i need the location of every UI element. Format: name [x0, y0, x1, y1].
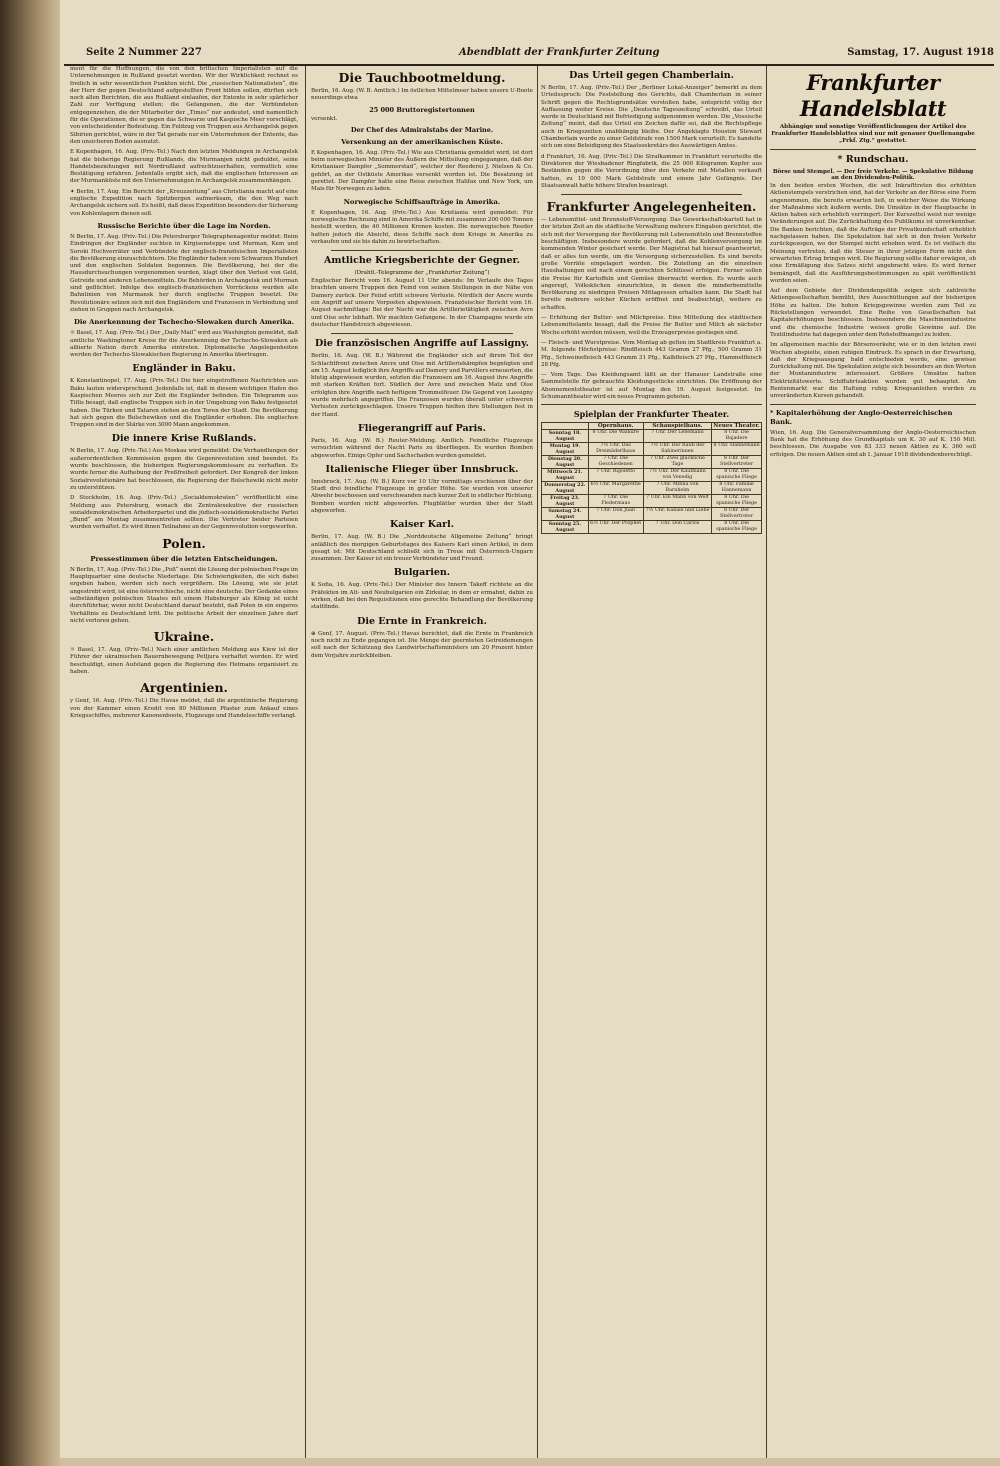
article-text: E Kopenhagen, 16. Aug. (Priv.-Tel.) Aus Kristiania wird gemeldet: Für norwegische Rechnung sind in Amerika Schiffe mit zusammen 200 000 Tonnen bestellt worden, die 40 Millionen Kronen kosten. Die norwegischen Reeder hatten jedoch die Absicht, diese Schiffe nach dem Kriege in Amerika zu verkaufen und sie bis dahin zu bewirtschaften.	[311, 209, 533, 245]
section-heading: Italienische Flieger über Innsbruck.	[325, 463, 519, 475]
article-text: Wien, 16. Aug. Die Generalversammlung der Anglo-Oesterreichischen Bank hat die Erhöhung des Grundkapitals um K. 30 auf K. 150 Mill. beschlossen. Die Ausgabe von 83 333 neuen Aktien zu K. 360 soll erfolgen. Die neuen Aktien sind ab 1. Januar 1918 dividendenberechtigt.	[770, 429, 976, 458]
article-text: y Genf, 16. Aug. (Priv.-Tel.) Die Havas meldet, daß die argentinische Regierung von der Kammer einen Kredit von 80 Millionen Pfaster zum Ankauf eines Kriegsschiffes, mehrerer Kanonenboote, Flugzeuge und Handelsschiffe verlangt.	[70, 698, 298, 719]
column-rule	[537, 66, 538, 1458]
article-text: N Berlin, 17. Aug. (Priv.-Tel.) Die „Poß“ nennt die Lösung der polnischen Frage im Hauptquartier eine deutsche Niederlage. Die Schwierigkeiten, die sich dabei ergeben haben, werden sich noch vergrößern. Die Lösung, wie sie jetzt angestrebt wird, ist eine österreichische, nicht eine deutsche. Der Gedanke eines selbständigen polnischen Staates mit einem Habsburger als König ist nicht durchführbar, wenn nicht Deutschland darauf besteht, daß Polen in ein engeres Verhältnis zu Deutschland tritt. Die politische Arbeit der einzelnen Jahre darf nicht verloren gehen.	[70, 566, 298, 624]
article-text: versenkt.	[311, 115, 338, 122]
table-row	[542, 469, 762, 482]
table-row	[542, 430, 762, 443]
tonnage-figure: 25 000 Bruttoregistertonnen	[369, 105, 475, 114]
section-heading: Argentinien.	[140, 680, 228, 696]
article-text: K Sofia, 16. Aug. (Priv.-Tel.) Der Minister des Innern Takeff richtete an die Präfekten im Alt- und Neubulgarien ein Zirkular, in dem er ermahnt, dahin zu wirken, daß bei den Requisitionen eine gerechte Behandlung der Bevölkerung stattfinde.	[311, 582, 533, 611]
table-row	[542, 443, 762, 456]
table-row	[542, 521, 762, 534]
divider	[561, 194, 742, 195]
section-heading: Amtliche Kriegsberichte der Gegner.	[324, 255, 520, 267]
article-text: Berlin, 16. Aug. (W. B. Amtlich.) Im östlichen Mittelmeer haben unsere U-Boote neuerdings etwa	[311, 88, 533, 102]
divider	[541, 404, 762, 405]
sub-heading: Pressestimmen über die letzten Entscheidungen.	[90, 554, 278, 563]
section-heading: * Rundschau.	[837, 154, 909, 165]
section-heading: Spielplan der Frankfurter Theater.	[573, 409, 730, 420]
table-cell: Montag 19. August	[542, 443, 589, 456]
table-row	[542, 495, 762, 508]
table-cell: Sonntag 18. August	[542, 430, 589, 443]
table-cell: 7 Uhr. Die Geschiedenen	[588, 456, 643, 469]
article-text: Innsbruck, 17. Aug. (W. B.) Kurz vor 10 Uhr vormittags erschienen über der Stadt drei feindliche Flugzeuge in großer Höhe. Sie wurden von unserer Abwehr beschossen und verschwanden nach kurzer Zeit in südlicher Richtung. Bomben wurden nicht abgeworfen. Flugblätter wurden über der Stadt abgeworfen.	[311, 478, 533, 514]
article-text: E Kopenhagen, 16. Aug. (Priv.-Tel.) Nach den letzten Meldungen in Archangelsk hat die bisherige Regierung Rußlands, die Murmanjen nicht geduldet, seine Handelsbeziehungen mit Nordrußland aufrechtzuerhalten, vermutlich eine Bestätigung erfahren. Jedenfalls ergibt sich, daß die englischen Interessen an der Murmanküste mit den Unternehmungen in Archangelsk zusammenhängen.	[70, 149, 298, 185]
article-text: Englischer Bericht vom 16. August 11 Uhr abends: Im Verlaufe des Tages brachten unsere Truppen den Feind von seinen Stellungen in der Nähe von Damery zurück. Der Feind erlitt schwere Verluste. Nördlich der Ancre wurde ein Angriff auf unsere Vorposten abgewiesen. Französischer Bericht vom 16. August nachmittags: Bei der Nacht war die Artillerietätigkeit zwischen Avre und Oise sehr lebhaft. Wir machten Gefangene. In der Champagne wurde ein deutscher Handstreich abgewiesen.	[311, 278, 533, 328]
theater-schedule-table	[541, 422, 762, 534]
article-text: Berlin, 16. Aug. (W. B.) Während die Engländer sich auf ihrem Teil der Schlachtfront zwischen Ancre und Oise mit Artilleriekämpfen begnügten und am 15. August lediglich ihre Angriffe auf Damery und Parvillers erneuerten, die blutig abgewiesen wurden, setzten die Franzosen am 16. August ihre Angriffe mit starken Kräften fort. Südlich der Avre und zwischen Matz und Oise erfolgten ihre Angriffe nach heftigem Trommelfeuer. Die Gegend von Lassigny wurde mehrfach angegriffen. Die Franzosen wurden überall unter schweren Verlusten zurückgeschlagen. Unsere Truppen hielten ihre Stellungen fest in der Hand.	[311, 353, 533, 418]
table-cell: 7 Uhr. Zwei glückliche Tage	[643, 456, 712, 469]
page-number: Seite 2 Nummer 227	[86, 47, 202, 58]
section-heading: Die Anerkennung der Tschecho-Slowaken durch Amerika.	[73, 318, 295, 327]
section-heading: Versenkung an der amerikanischen Küste.	[341, 137, 503, 146]
column-1	[70, 66, 298, 1458]
article-text: N Berlin, 17. Aug. (Priv.-Tel.) Die Petersburger Telegraphenagentur meldet: Beim Eindringen der Engländer suchten in Kirgisensteppe und Murman, Kem und Soroki Hochverräter und Verbündete der englisch-französischen Imperialisten die Bevölkerung einzuschüchtern. Die Engländer haben vom Schwarzen Hundert und den englischen Soldaten begonnen. Die Bevölkerung, bei der die Hausdurchsuchungen vorgenommen wurden, klagt über den Verlust von Geld, Getreide und anderen Lebensmitteln. Die Behörden in Archangelsk und Murman sind geflüchtet. Infolge des englisch-französischen Vorrückens wurden alle Bahnlinien von Murmansk her durch englische Truppen besetzt. Die Revolutionäre setzen sich mit den Engländern und Franzosen in Verbindung und ziehen in Gruppen nach Archangelsk.	[70, 233, 298, 313]
table-row	[542, 508, 762, 521]
table-header-cell: Opernhaus.	[588, 423, 643, 430]
article-text: ⊕ Genf, 17. August. (Priv.-Tel.) Havas berichtet, daß die Ernte in Frankreich noch nicht zu Ende gegangen ist. Die Menge der geernteten Getreidemengen soll nach der Schätzung des Landwirtschaftsministers um 20 Prozent hinter dem Vorjahre zurückbleiben.	[311, 630, 533, 659]
article-text: N Berlin, 17. Aug. (Priv.-Tel.) Aus Moskau wird gemeldet: Die Verhandlungen der außerordentlichen Kommission gegen die Gegenrevolution sind beendet. Es wurde beschlossen, die bisherigen Regierungskommissare zu verhaften. Es wurde ferner die Aufhebung der Preßfreiheit gefordert. Der Kongreß der linken Sozialrevolutionäre hat beschlossen, die Regierung der Bolschewiki nicht mehr zu unterstützen.	[70, 448, 298, 491]
table-cell: 7½ Uhr. Das Dreimäderlhaus	[588, 443, 643, 456]
table-cell: Mittwoch 21. August	[542, 469, 589, 482]
column-2	[311, 66, 533, 1458]
table-cell: 7 Uhr. Minna von Barnhelm	[643, 482, 712, 495]
article-text: — Lebensmittel- und Brennstoff-Versorgung. Das Gewerkschaftskartell hat in der letzten Zeit an die städtische Verwaltung mehrere Eingaben gerichtet, die sich mit der Versorgung der Bevölkerung mit Lebensmitteln und Brennstoffen beschäftigen. Insbesondere wurde gefordert, daß die Kohlenversorgung im kommenden Winter gesichert werde. Der Magistrat hat hierauf geantwortet, daß er alles tun werde, um die Versorgung sicherzustellen. Es sind bereits große Vorräte eingelagert worden. Die Zuteilung an die einzelnen Haushaltungen soll nach einem gerechten Schlüssel erfolgen. Ferner sollen die Preise für Kartoffeln und Gemüse überwacht werden. Es wurde auch angeregt, Volksküchen einzurichten, in denen die minderbemittelte Bevölkerung zu niedrigen Preisen Mittagessen erhalten kann. Die Stadt hat bereits mehrere solcher Küchen eröffnet und beabsichtigt, weitere zu schaffen.	[541, 217, 762, 311]
article-text: Im allgemeinen machte der Börsenverkehr, wie er in den letzten zwei Wochen abspielte, einen ruhigen Eindruck. Es sprach in der Erwartung, daß der Kriegsausgang bald entschieden werde, eine gewisse Zurückhaltung mit. Die Spekulation zeigte sich besonders an den Werten der Montanindustrie interessiert. Größere Umsätze hatten Elektrizitätswerte. Schiffahrtsaktien wurden gut behauptet. Am Rentenmarkt war die Haltung ruhig. Kriegsanleihen wurden zu unveränderten Kursen gehandelt.	[770, 342, 976, 400]
article-text: Berlin, 17. Aug. (W. B.) Die „Norddeutsche Allgemeine Zeitung“ bringt anläßlich des morgigen Geburtstages des Kaisers Karl einen Artikel, in dem gesagt ist: Mit Deutschland schließt sich in Treue mit Österreich-Ungarn zusammen. Der Kaiser ist ein treuer Verbündeter und Freund.	[311, 534, 533, 563]
article-text: Paris, 16. Aug. (W. B.) Reuter-Meldung. Amtlich. Feindliche Flugzeuge versuchten während der Nacht Paris zu überfliegen. Es wurden Bomben abgeworfen. Einige Opfer und Sachschaden wurden gemeldet.	[311, 437, 533, 459]
table-cell: 6½ Uhr. Margarethe	[588, 482, 643, 495]
table-body	[542, 430, 762, 534]
section-heading: Die Ernte in Frankreich.	[357, 615, 487, 627]
table-cell: 7 Uhr. Die Fledermaus	[588, 495, 643, 508]
page-header	[64, 44, 994, 66]
section-heading: Die französischen Angriffe auf Lassigny.	[315, 338, 529, 350]
column-rule	[766, 66, 767, 1458]
sub-heading: (Drahtl.-Telegramme der „Frankfurter Zeitung“)	[354, 270, 490, 277]
section-heading: Das Urteil gegen Chamberlain.	[569, 70, 734, 81]
table-cell: 7½ Uhr. Der Raub der Sabinerinnen	[643, 443, 712, 456]
section-heading: Ukraine.	[153, 629, 215, 645]
table-cell: 8 Uhr. Die spanische Fliege	[712, 469, 762, 482]
newspaper-title: Abendblatt der Frankfurter Zeitung	[459, 47, 660, 58]
table-cell: 7½ Uhr. Der Kaufmann von Venedig	[643, 469, 712, 482]
section-heading: Die innere Krise Rußlands.	[111, 433, 257, 445]
article-text: — Erhöhung der Butter- und Milchpreise. Eine Mitteilung des städtischen Lebensmittelamts besagt, daß die Preise für Butter und Milch ab nächster Woche erhöht werden müssen, weil die Erzeugerpreise gestiegen sind.	[541, 315, 762, 336]
section-heading: Fliegerangriff auf Paris.	[358, 422, 486, 434]
table-header-cell: Schauspielhaus.	[643, 423, 712, 430]
section-heading: Die Tauchbootmeldung.	[338, 70, 506, 85]
table-cell: 7 Uhr. Ein Mann von Welt	[643, 495, 712, 508]
table-cell: Donnerstag 22. August	[542, 482, 589, 495]
article-text: d Frankfurt, 16. Aug. (Priv.-Tel.) Die Strafkammer in Frankfurt verurteilte die Direktoren der Wiesbadener Ringfabrik, die 25 000 Kilogramm Kupfer aus Beständen gegen die Verordnung über den Verkehr mit Metallen verkauft hatten, zu 10 000 Mark Geldstrafe und einem Jahr Gefängnis. Der Staatsanwalt hatte höhere Strafen beantragt.	[541, 153, 762, 189]
column-4	[770, 66, 976, 1458]
table-cell: Freitag 23. August	[542, 495, 589, 508]
section-heading: Russische Berichte über die Lage im Norden.	[97, 221, 271, 230]
article-text: ment für die Hoffnungen, die von den britischen Imperialisten auf die Unternehmungen in Rußland gesetzt werden. Wir der Wirklichkeit rechnet es freilich in sehr wesentlichen Punkten nicht. Die „russischen Nationalisten“, die der Herr der gegen Deutschland aufgestellten Front bilden sollen, dürften sich noch allen Berichten, die aus Rußland einlaufen, der Entente in sehr spärlicher Zahl zur Verfügung stellen; die Gefangenen, die der Verbündeten entgegenziehen, die der Mitarbeiter der „Times“ nur andeutet, sind namentlich für die Operationen, die er gegen das Schwarze und Kaspische Meer vorschlägt, von entscheidender Bedeutung. Ein Feldzug von Truppen aus Archangelsk gegen Sibirien gerichtet, wäre in der Tat gerade nur ein Unternehmen der Entente, das den unsicheren Boden ausnutzt.	[70, 66, 298, 145]
table-cell: Dienstag 20. August	[542, 456, 589, 469]
book-binding	[0, 0, 60, 1466]
table-cell: 7½ Uhr. Kabale und Liebe	[643, 508, 712, 521]
section-heading: Engländer in Baku.	[132, 363, 236, 375]
divider	[770, 404, 976, 405]
table-cell: Samstag 24. August	[542, 508, 589, 521]
section-heading: Bulgarien.	[393, 567, 451, 579]
article-text: — Fleisch- und Wurstpreise. Vom Montag ab gelten im Stadtkreis Frankfurt a. M. folgende Höchstpreise: Rindfleisch 443 Gramm 27 Pfg., 500 Gramm 31 Pfg., Schweinefleisch 443 Gramm 31 Pfg., Kalbfleisch 27 Pfg., Hammelfleisch 28 Pfg.	[541, 339, 762, 368]
section-heading: Kaiser Karl.	[389, 519, 455, 531]
sub-heading: Börse und Stempel. — Der freie Verkehr. — Spekulative Bildung an den Dividenden-Politik.	[772, 169, 974, 181]
table-cell: 8 Uhr. Die Walküre	[588, 430, 643, 443]
article-text: In den beiden ersten Wochen, die seit Inkrafttreten des erhöhten Aktienstempels verstrichen sind, hat der Verkehr an der Börse eine Form angenommen, die bereits erwarten ließ, in welcher Weise die Wirkung der Maßnahme sich äußern werde. Die Umsätze in der Hauptsache in Aktien haben sich erheblich verringert. Der Kurszettel weist nur wenige Veränderungen auf. Die Zurückhaltung des Publikums ist unverkennbar. Die Banken berichten, daß die Aufträge der Privatkundschaft erheblich nachgelassen haben. Die Spekulation hat sich in den freien Verkehr zurückgezogen, wo der Stempel nicht erhoben wird. Es ist vielfach die Meinung vertreten, daß die Steuer in ihrer jetzigen Form nicht den erwarteten Ertrag bringen wird. Die Regierung sollte daher erwägen, ob eine Ermäßigung des Satzes nicht angebracht wäre. Es wird ferner bemängelt, daß die Ausführungsbestimmungen zu spät veröffentlicht worden seien.	[770, 183, 976, 284]
article-text: — Vom Tage. Das Kleidungsamt läßt an der Hanauer Landstraße eine Sammelstelle für gebrauchte Kleidungsstücke einrichten. Die Eröffnung der Abonnementstheater ist auf Montag den 19. August festgesetzt. Im Schumanntheater wird ein neues Programm geboten.	[541, 372, 762, 400]
table-cell: 8 Uhr. Die spanische Fliege	[712, 521, 762, 534]
table-header-cell	[542, 423, 589, 430]
table-row	[542, 456, 762, 469]
divider	[331, 333, 513, 334]
table-cell: 8 Uhr. Die Bajadere	[712, 430, 762, 443]
article-text: K Konstantinopel, 17. Aug. (Priv.-Tel.) Die hier eingetroffenen Nachrichten aus Baku lauten widersprechend. Jedenfalls ist, daß in diesem wichtigen Hafen des Kaspischen Meeres sich zur Zeit die Engländer befinden. Ein Telegramm aus Tiflis besagt, daß englische Truppen sich in der Umgebung von Baku festgesetzt haben. Die Türken und Tataren stehen an den Toren der Stadt. Die Bevölkerung hat sich gegen die Bolschewiken und die Engländer erhoben. Die englischen Truppen sind in der Stärke von 3000 Mann angekommen.	[70, 378, 298, 429]
table-cell: 7 Uhr. Rigoletto	[588, 469, 643, 482]
table-cell: 6½ Uhr. Der Prophet	[588, 521, 643, 534]
table-row	[542, 482, 762, 495]
article-text: ✦ Berlin, 17. Aug. Ein Bericht der „Kreuzzeitung“ aus Christiania macht auf eine englische Expedition nach Spitzbergen aufmerksam, die den Weg nach Archangelsk sichern soll. Es heißt, daß diese Expedition besonders der Sicherung von Kohlenlagern dienen soll.	[70, 188, 298, 217]
article-text: Auf dem Gebiete der Dividendenpolitik zeigen sich zahlreiche Aktiengesellschaften bemüht, ihre Ausschüttungen auf der bisherigen Höhe zu halten. Die hohen Kriegsgewinne werden zum Teil zu Rückstellungen verwendet. Eine Reihe von Gesellschaften hat Kapitalerhöhungen beschlossen. Insbesondere die Maschinenindustrie und die chemische Industrie weisen große Gewinne auf. Die Textilindustrie hat dagegen unter dem Rohstoffmangel zu leiden.	[770, 288, 976, 338]
section-masthead: Frankfurter Handelsblatt	[799, 70, 947, 121]
table-cell: 8 Uhr. Hannemann	[712, 443, 762, 456]
article-text: ☼ Basel, 17. Aug. (Priv.-Tel.) Der „Daily Mail“ wird aus Washington gemeldet, daß amtliche Washingtoner Kreise für die Anerkennung der Tschecho-Slowaken als alliierte Nation durch Amerika eintreten. Diplomatische Angelegenheiten werden der Tschecho-Slowakischen Regierung in Amerika übertragen.	[70, 330, 298, 359]
divider	[331, 250, 513, 251]
divider	[770, 149, 976, 150]
table-header-cell: Neues Theater.	[713, 423, 760, 430]
section-heading: * Kapitalerhöhung der Anglo-Oesterreichischen Bank.	[770, 408, 953, 426]
page-bottom-edge	[60, 1458, 1000, 1466]
table-cell: 7 Uhr. Der Lebemann	[643, 430, 712, 443]
table-cell: 8 Uhr. Der Stellvertreter	[712, 508, 762, 521]
article-text: ☼ Basel, 17. Aug. (Priv.-Tel.) Nach einer amtlichen Meldung aus Kiew ist der Führer der ukrainischen Bauernbewegung Petljura verhaftet worden. Er wird beschuldigt, einen Aufstand gegen die Regierung des Hetmans organisiert zu haben.	[70, 647, 298, 675]
section-heading: Frankfurter Angelegenheiten.	[546, 199, 757, 215]
article-text: D Stockholm, 16. Aug. (Priv.-Tel.) „Socialdemokraten“ veröffentlicht eine Meldung aus Petersburg, wonach die Zentralexekutive der russischen sozialdemokratischen Arbeiterpartei und die jüdisch-sozialdemokratische Partei „Bund“ am Montag zusammentreten sollten. Die Vertreter beider Parteien wurden verhaftet. Es wird ihnen Teilnahme an der Gegenrevolution vorgeworfen.	[70, 495, 298, 531]
section-heading: Norwegische Schiffsaufträge in Amerika.	[343, 197, 501, 206]
article-text: N Berlin, 17. Aug. (Priv.-Tel.) Der „Berliner Lokal-Anzeiger“ bemerkt zu dem Urteilsspruch: Die Feststellung des Gerichts, daß Chamberlain in seiner Schrift gegen die Rechtsgrundsätze verstoßen habe, entspricht völlig der Auffassung weiter Kreise. Die „Deutsche Tageszeitung“ schreibt, das Urteil werde in Deutschland mit Befriedigung aufgenommen werden. Die „Vossische Zeitung“ meint, daß das Urteil ein Zeichen dafür sei, daß die Rechtspflege auch in Kriegszeiten unabhängig bleibe. Der Angeklagte Houston Stewart Chamberlain wurde zu einer Geldstrafe von 1500 Mark verurteilt. Es handelte sich um eine Beleidigung des Staatssekretärs des Auswärtigen Amtes.	[541, 85, 762, 150]
table-header-row	[542, 423, 762, 430]
table-cell: 7 Uhr. Don Juan	[588, 508, 643, 521]
signature-line: Der Chef des Admiralstabs der Marine.	[350, 125, 494, 134]
section-heading: Polen.	[162, 535, 206, 551]
column-3	[541, 66, 762, 1458]
table-cell: Sonntag 25. August	[542, 521, 589, 534]
masthead-note: Abhängige und sonstige Veröffentlichungen der Artikel des Frankfurter Handelsblattes sind nur mit genauer Quellenangabe „Frkf. Ztg.“ gestattet.	[771, 124, 975, 144]
table-cell: 8 Uhr. Familie Hannemann	[712, 482, 762, 495]
table-cell: 8 Uhr. Der Stellvertreter	[712, 456, 762, 469]
column-rule	[305, 66, 306, 1458]
issue-date: Samstag, 17. August 1918	[847, 47, 994, 58]
article-text: E Kopenhagen, 16. Aug. (Priv.-Tel.) Wie aus Christiania gemeldet wird, ist dort beim norwegischen Minister des Äußern die Mitteilung eingegangen, daß der Kristianiaer Dampfer „Sommerstad“, welcher der Reederei J. Nielsen & Co. gehört, an der Ostküste Amerikas versenkt worden ist. Die Besatzung ist gerettet. Der Dampfer hatte eine Reise zwischen Halifax und New York, um Mais für Norwegen zu laden.	[311, 149, 533, 193]
table-cell: 8 Uhr. Die spanische Fliege	[712, 495, 762, 508]
table-cell: 7 Uhr. Don Carlos	[643, 521, 712, 534]
